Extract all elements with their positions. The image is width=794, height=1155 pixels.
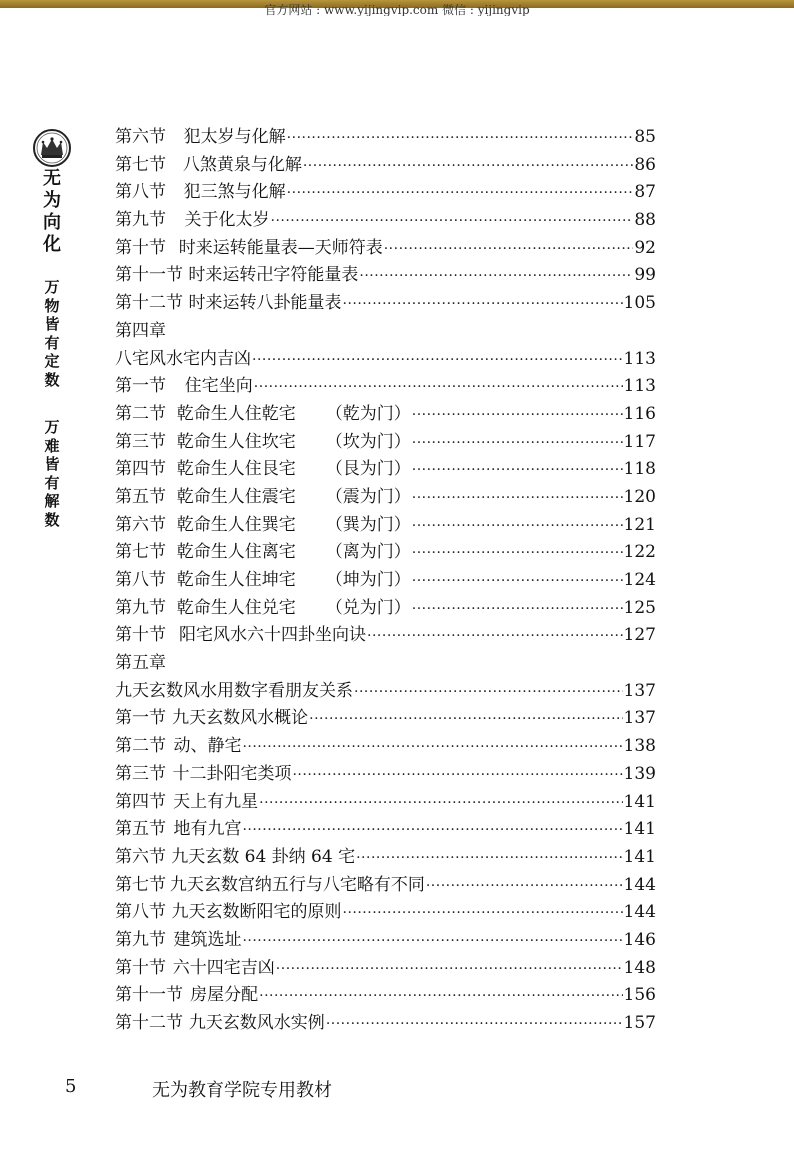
toc-section-label: 第三节	[115, 431, 166, 452]
dot-leader	[354, 684, 623, 700]
motto2-char: 万	[44, 418, 60, 436]
toc-title: 九天玄数风水用数字看朋友关系	[115, 680, 353, 701]
toc-title: 九天玄数 64 卦纳 64 宅	[171, 846, 356, 867]
dot-leader	[426, 878, 623, 894]
toc-page-number: 144	[623, 902, 656, 923]
dot-leader	[384, 241, 634, 257]
toc-entry	[115, 620, 656, 648]
toc-section-label: 第八节	[115, 570, 166, 590]
toc-page-number: 116	[623, 403, 656, 424]
dot-leader	[412, 601, 623, 617]
brand-vertical-text	[40, 168, 64, 256]
toc-entry	[115, 731, 656, 759]
toc-title: 九天玄数风水实例	[188, 1013, 325, 1033]
toc-title: 乾命生人住兑宅	[176, 597, 296, 618]
toc-entry	[115, 842, 656, 870]
toc-section-label: 第六节	[115, 514, 166, 535]
toc-entry	[115, 510, 656, 538]
dot-leader	[259, 988, 622, 1004]
dot-leader	[367, 628, 623, 644]
dot-leader	[412, 518, 623, 534]
toc-entry	[115, 537, 656, 565]
toc-section-label: 第五章	[115, 653, 166, 674]
toc-entry	[115, 177, 656, 205]
toc-page-number: 146	[623, 929, 656, 950]
toc-title: 住宅坐向	[184, 376, 253, 397]
motto2-char: 解	[44, 492, 60, 510]
toc-entry	[115, 260, 656, 288]
toc-page-number: 138	[623, 736, 656, 757]
toc-section-label: 第九节	[115, 929, 166, 950]
toc-section-label: 第十一节	[115, 265, 183, 286]
toc-entry	[115, 676, 656, 704]
toc-title: 九天玄数宫纳五行与八宅略有不同	[169, 874, 425, 895]
dot-leader	[343, 905, 623, 921]
header-text: 官方网站 : www.yijingvip.com 微信 : yijingvip	[264, 4, 530, 16]
toc-door-note: （巽为门）	[325, 514, 411, 535]
toc-section-label: 第七节	[115, 154, 166, 175]
toc-section-label: 第五节	[115, 819, 166, 840]
dot-leader	[359, 268, 633, 284]
toc-page-number: 99	[634, 265, 656, 286]
toc-title: 阳宅风水六十四卦坐向诀	[179, 625, 367, 646]
chapter-heading	[115, 316, 656, 344]
toc-title: 时来运转八卦能量表	[188, 293, 342, 314]
chapter-heading	[115, 648, 656, 676]
toc-entry	[115, 233, 656, 261]
toc-title: 房屋分配	[190, 985, 259, 1006]
toc-title: 关于化太岁	[184, 210, 270, 231]
crown-logo-icon	[32, 128, 72, 168]
toc-door-note: （离为门）	[325, 542, 411, 563]
toc-entry	[115, 759, 656, 787]
toc-entry	[115, 454, 656, 482]
toc-title: 十二卦阳宅类项	[172, 763, 292, 784]
toc-title: 乾命生人住震宅	[176, 486, 296, 507]
toc-section-label: 第一节	[115, 376, 166, 397]
toc-title: 犯三煞与化解	[183, 182, 286, 203]
toc-entry	[115, 980, 656, 1008]
toc-page-number: 137	[623, 680, 656, 701]
toc-entry	[115, 205, 656, 233]
toc-section-label: 第十节	[115, 237, 166, 258]
toc-page-number: 122	[623, 542, 656, 563]
toc-entry	[115, 787, 656, 815]
toc-section-label: 第八节	[115, 902, 166, 923]
toc-page-number: 141	[623, 819, 656, 840]
dot-leader	[303, 158, 634, 174]
dot-leader	[412, 462, 623, 478]
toc-page-number: 118	[623, 459, 656, 480]
toc-title: 乾命生人住乾宅	[176, 403, 296, 424]
dot-leader	[242, 822, 622, 838]
toc-page-number: 117	[623, 431, 656, 452]
toc-page-number: 113	[623, 376, 656, 397]
toc-title: 乾命生人住坎宅	[176, 431, 296, 452]
toc-title: 八宅风水宅内吉凶	[115, 348, 251, 369]
dot-leader	[343, 296, 623, 312]
dot-leader	[412, 407, 623, 423]
toc-page-number: 157	[623, 1013, 656, 1033]
dot-leader	[259, 795, 622, 811]
dot-leader	[276, 961, 623, 977]
toc-page-number: 127	[623, 625, 656, 646]
toc-section-label: 第六节	[115, 127, 166, 147]
toc-section-label: 第八节	[115, 182, 166, 203]
toc-section-label: 第六节	[115, 846, 166, 867]
toc-entry	[115, 482, 656, 510]
toc-title: 天上有九星	[173, 791, 259, 812]
toc-page-number: 124	[623, 570, 656, 590]
toc-entry	[115, 870, 656, 898]
dot-leader	[412, 490, 623, 506]
toc-page-number: 113	[623, 348, 656, 369]
toc-entry	[115, 593, 656, 621]
toc-section-label: 第十节	[115, 625, 166, 646]
toc-section-label: 第十二节	[115, 1013, 183, 1033]
brand-char: 无	[43, 168, 61, 189]
motto-vertical-text-1	[42, 278, 62, 389]
toc-title: 六十四宅吉凶	[172, 957, 275, 978]
toc-door-note: （坤为门）	[325, 570, 411, 590]
dot-leader	[287, 185, 634, 201]
dot-leader	[254, 379, 623, 395]
toc-entry	[115, 399, 656, 427]
toc-entry	[115, 122, 656, 150]
toc-section-label: 第十节	[115, 957, 166, 978]
toc-title: 乾命生人住离宅	[176, 542, 296, 563]
toc-entry	[115, 814, 656, 842]
toc-title: 地有九宫	[173, 819, 242, 840]
motto1-char: 有	[44, 333, 60, 352]
dot-leader	[309, 711, 622, 727]
motto2-char: 有	[44, 473, 60, 492]
toc-title: 建筑选址	[173, 929, 242, 950]
toc-page-number: 120	[623, 486, 656, 507]
toc-entry	[115, 925, 656, 953]
toc-entry	[115, 427, 656, 455]
toc-entry	[115, 565, 656, 593]
toc-page-number: 139	[623, 763, 656, 784]
toc-section-label: 第一节	[115, 708, 166, 729]
toc-entry	[115, 953, 656, 981]
toc-page-number: 88	[634, 210, 656, 231]
motto1-char: 万	[44, 278, 60, 296]
toc-section-label: 第七节	[115, 542, 166, 563]
motto2-char: 难	[44, 436, 60, 455]
toc-section-label: 第二节	[115, 403, 166, 424]
toc-title: 乾命生人住巽宅	[176, 514, 296, 535]
toc-section-label: 第十一节	[115, 985, 183, 1006]
toc-title: 八煞黄泉与化解	[182, 154, 302, 175]
dot-leader	[412, 435, 623, 451]
motto2-char: 数	[44, 510, 60, 529]
toc-page-number: 85	[634, 127, 656, 147]
toc-door-note: （坎为门）	[325, 431, 411, 452]
toc-page-number: 105	[623, 293, 656, 314]
toc-section-label: 第三节	[115, 763, 166, 784]
toc-entry	[115, 703, 656, 731]
toc-page-number: 141	[623, 791, 656, 812]
toc-section-label: 第五节	[115, 486, 166, 507]
toc-entry	[115, 897, 656, 925]
toc-door-note: （艮为门）	[325, 459, 411, 480]
toc-section-label: 第二节	[115, 736, 166, 757]
toc-door-note: （兑为门）	[325, 597, 411, 618]
toc-page-number: 148	[623, 957, 656, 978]
brand-char: 向	[43, 212, 61, 233]
toc-title: 乾命生人住坤宅	[176, 570, 296, 590]
dot-leader	[287, 130, 634, 146]
toc-section-label: 第十二节	[115, 293, 183, 314]
toc-section-label: 第九节	[115, 210, 166, 231]
toc-title: 乾命生人住艮宅	[176, 459, 296, 480]
motto1-char: 定	[44, 352, 60, 370]
dot-leader	[242, 739, 622, 755]
motto-vertical-text-2	[42, 418, 62, 529]
toc-section-label: 第四节	[115, 459, 166, 480]
motto1-char: 数	[44, 370, 60, 389]
toc-title: 九天玄数断阳宅的原则	[171, 902, 342, 923]
dot-leader	[271, 213, 634, 229]
toc-page-number: 121	[623, 514, 656, 535]
toc-entry	[115, 1008, 656, 1036]
motto1-char: 物	[44, 296, 60, 315]
toc-page-number: 137	[623, 708, 656, 729]
toc-page-number: 144	[623, 874, 656, 895]
toc-title: 时来运转卍字符能量表	[188, 265, 359, 286]
toc-title: 犯太岁与化解	[183, 127, 286, 147]
toc-section-label: 第四章	[115, 320, 166, 341]
toc-page-number: 125	[623, 597, 656, 618]
brand-char: 化	[43, 234, 61, 255]
page-number: 5	[65, 1076, 77, 1097]
toc-door-note: （震为门）	[325, 486, 411, 507]
toc-section-label: 第九节	[115, 597, 166, 618]
dot-leader	[412, 573, 623, 589]
toc-section-label: 第四节	[115, 791, 166, 812]
table-of-contents	[115, 122, 656, 1036]
toc-title: 动、静宅	[173, 736, 242, 757]
toc-title: 时来运转能量表—天师符表	[178, 237, 383, 258]
dot-leader	[412, 545, 623, 561]
toc-entry	[115, 344, 656, 372]
dot-leader	[292, 767, 622, 783]
motto1-char: 皆	[44, 315, 60, 333]
toc-door-note: （乾为门）	[325, 403, 411, 424]
dot-leader	[252, 352, 623, 368]
toc-page-number: 156	[623, 985, 656, 1006]
footer-title: 无为教育学院专用教材	[152, 1080, 332, 1101]
motto2-char: 皆	[44, 455, 60, 473]
toc-page-number: 87	[634, 182, 656, 203]
dot-leader	[356, 850, 622, 866]
toc-page-number: 92	[634, 237, 656, 258]
toc-section-label: 第七节	[115, 874, 166, 895]
toc-page-number: 86	[634, 154, 656, 175]
toc-entry	[115, 371, 656, 399]
toc-title: 九天玄数风水概论	[172, 708, 309, 729]
toc-entry	[115, 288, 656, 316]
toc-page-number: 141	[623, 846, 656, 867]
brand-char: 为	[43, 190, 61, 211]
dot-leader	[242, 933, 622, 949]
toc-entry	[115, 150, 656, 178]
dot-leader	[326, 1016, 623, 1032]
